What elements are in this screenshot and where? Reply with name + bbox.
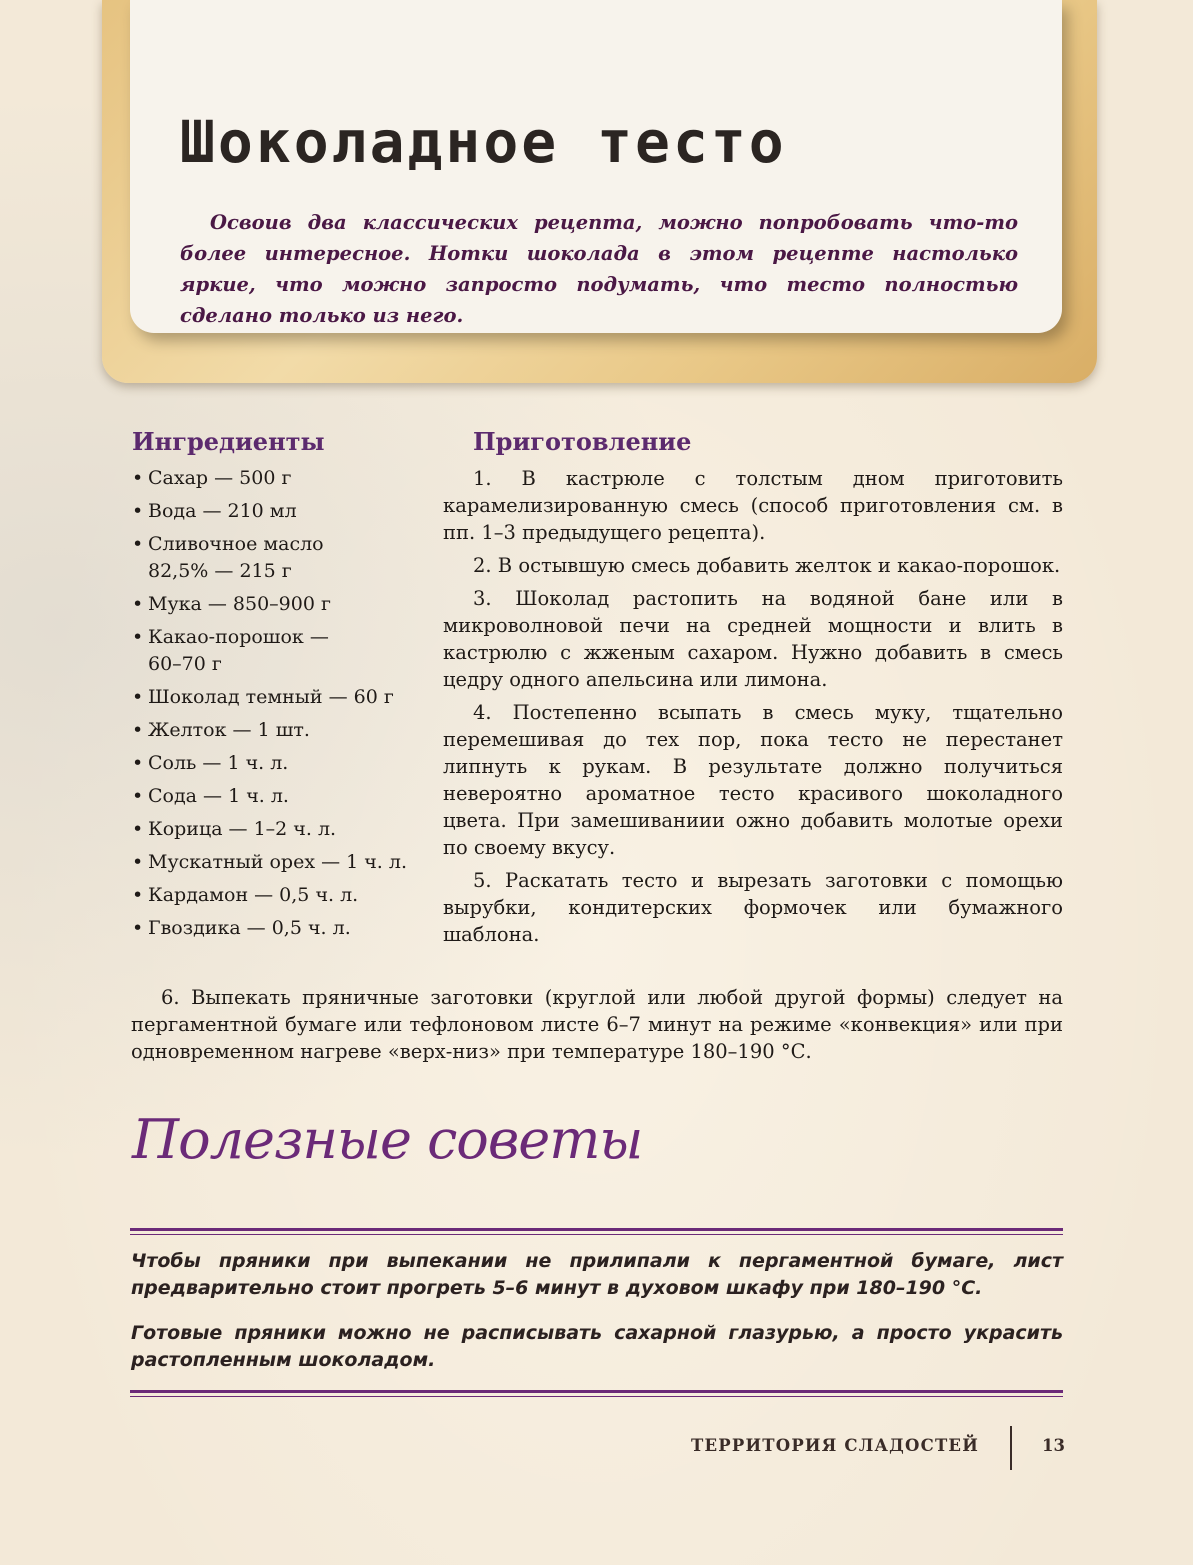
step: 5. Раскатать тесто и вырезать заготовки с помощью вырубки, кондитерских формочек или бумажного шаблона. <box>443 869 1063 946</box>
step: 2. В остывшую смесь добавить желток и какао-порошок. <box>473 554 1061 577</box>
list-item: • Мускатный орех — 1 ч. л. <box>132 849 432 876</box>
tips-heading: Полезные советы <box>132 1108 643 1171</box>
step: 3. Шоколад растопить на водяной бане или в микроволновой печи на средней мощности и влить в кастрюлю с жженым сахаром. Нужно добавить в смесь цедру одного апельсина или лимона. <box>443 587 1063 691</box>
list-item: • Гвоздика — 0,5 ч. л. <box>132 915 432 942</box>
tips-rule-bottom <box>130 1390 1063 1397</box>
page-number: 13 <box>1042 1436 1065 1455</box>
page-title: Шоколадное тесто <box>180 108 787 176</box>
list-item: • Кардамон — 0,5 ч. л. <box>132 882 432 909</box>
list-item: • Мука — 850–900 г <box>132 591 432 618</box>
intro-text: Освоив два классических рецепта, можно попробовать что-то более интересное. Нотки шоколада в этом рецепте настолько яркие, что можно запросто подумать, что тесто полностью сделано только из него. <box>180 211 1018 327</box>
footer-section-title: ТЕРРИТОРИЯ СЛАДОСТЕЙ <box>691 1436 979 1455</box>
tip-text: Чтобы пряники при выпекании не прилипали к пергаментной бумаге, лист предварительно стоит прогреть 5–6 минут в духовом шкафу при 180–190 °С. <box>131 1250 1063 1299</box>
list-item: • Корица — 1–2 ч. л. <box>132 816 432 843</box>
list-item: • Соль — 1 ч. л. <box>132 750 432 777</box>
ingredients-heading: Ингредиенты <box>132 427 325 456</box>
tip-text: Готовые пряники можно не расписывать сахарной глазурью, а просто украсить растопленным шоколадом. <box>131 1322 1063 1371</box>
tips-rule-top <box>130 1228 1063 1235</box>
list-item: • Желток — 1 шт. <box>132 717 432 744</box>
list-item: • Какао-порошок — 60–70 г <box>132 624 368 678</box>
list-item: • Вода — 210 мл <box>132 498 432 525</box>
step: 1. В кастрюле с толстым дном приготовить карамелизированную смесь (способ приготовления см. в пп. 1–3 предыдущего рецепта). <box>443 467 1063 544</box>
list-item: • Сливочное масло 82,5% — 215 г <box>132 531 368 585</box>
list-item: • Шоколад темный — 60 г <box>132 684 432 711</box>
step: 4. Постепенно всыпать в смесь муку, тщательно перемешивая до тех пор, пока тесто не перестанет липнуть к рукам. В результате должно получиться невероятно ароматное тесто красивого шоколадного цвета. При замешиваниии ожно добавить молотые орехи по своему вкусу. <box>443 701 1063 859</box>
preparation-steps <box>443 465 1063 954</box>
footer-divider <box>1010 1426 1012 1470</box>
step-wide: 6. Выпекать пряничные заготовки (круглой или любой другой формы) следует на пергаментной бумаге или тефлоновом листе 6–7 минут на режиме «конвекция» или при одновременном нагреве «верх-низ» при температуре 180–190 °С. <box>131 986 1063 1063</box>
ingredients-list <box>132 465 432 948</box>
list-item: • Сахар — 500 г <box>132 465 432 492</box>
preparation-heading: Приготовление <box>473 427 692 456</box>
list-item: • Сода — 1 ч. л. <box>132 783 432 810</box>
